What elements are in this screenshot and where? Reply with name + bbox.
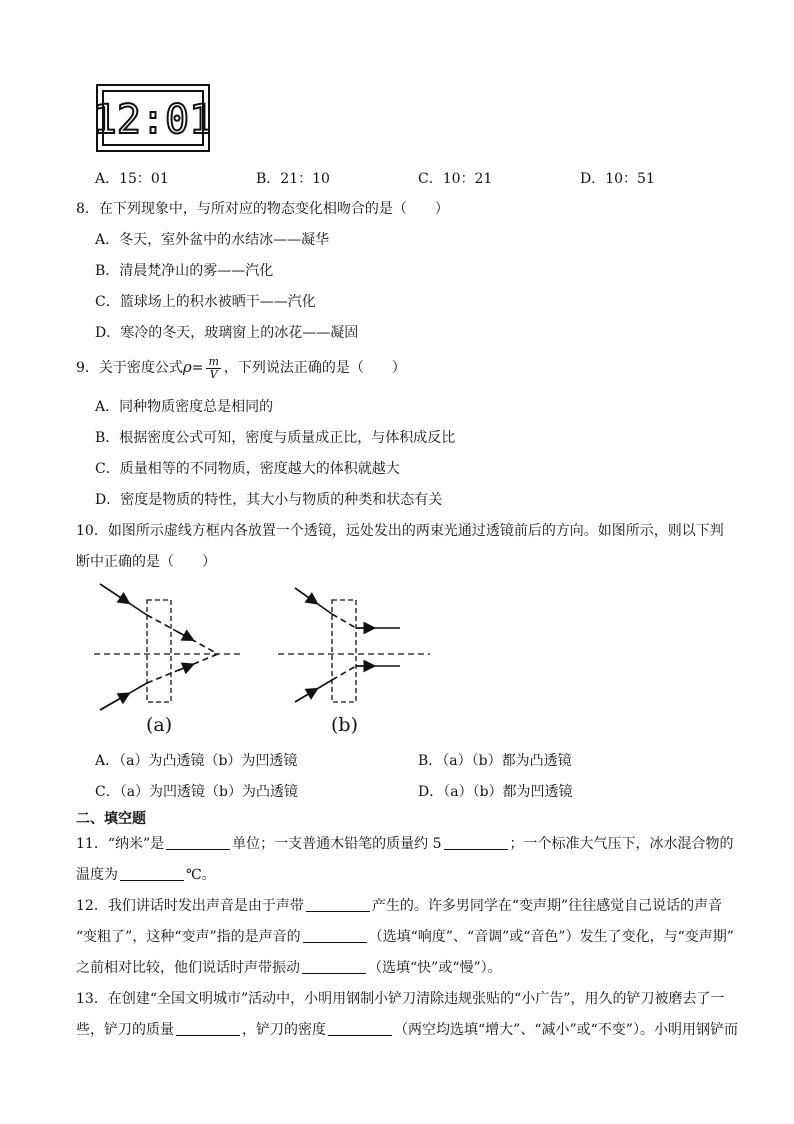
answer-blank[interactable]: [306, 910, 370, 912]
q11-text-5: ℃。: [186, 867, 216, 883]
q7-option-c: C．10：21: [418, 171, 493, 187]
q11-line2: [76, 864, 216, 884]
q9-option-c: C．质量相等的不同物质，密度越大的体积就越大: [95, 461, 400, 477]
q12-line3: [76, 957, 502, 977]
q9-stem-post: ，下列说法正确的是（ ）: [223, 360, 406, 376]
answer-blank[interactable]: [120, 879, 184, 881]
q11-text-3: ；一个标准大气压下，冰水混合物的: [509, 836, 734, 852]
q13-line2: [76, 1019, 738, 1039]
q8-option-c: C．篮球场上的积水被晒干——汽化: [95, 294, 316, 310]
rho-symbol: ρ: [182, 358, 192, 376]
answer-blank[interactable]: [176, 1034, 240, 1036]
q9-option-b: B．根据密度公式可知，密度与质量成正比，与体积成反比: [95, 430, 456, 446]
q10-stem-line1: 10．如图所示虚线方框内各放置一个透镜，远处发出的两束光通过透镜前后的方向。如图所示，则以下判: [76, 523, 724, 539]
q13-text-1: 些，铲刀的质量: [76, 1022, 174, 1038]
q8-option-a: A．冬天，室外盆中的水结冰——凝华: [95, 232, 330, 248]
digital-clock-figure: [96, 84, 210, 152]
q11-line1: [76, 833, 734, 853]
diagram-a-label: (a): [146, 714, 173, 736]
q8-option-b: B．清晨梵净山的雾——汽化: [95, 263, 274, 279]
section-title: 二、填空题: [76, 811, 146, 827]
q12-text-2: 产生的。许多男同学在“变声期”往往感觉自己说话的声音: [371, 898, 723, 914]
q11-text-1: 11．“纳米”是: [76, 836, 165, 852]
q13-text-2: ，铲刀的密度: [242, 1022, 326, 1038]
equals-sign: =: [191, 360, 204, 376]
clock-display: 12:01: [96, 97, 210, 143]
q10-stem-line2: 断中正确的是（ ）: [76, 554, 216, 570]
diagram-b-label: (b): [331, 714, 358, 736]
q12-line2: [76, 926, 734, 946]
q8-option-d: D．寒冷的冬天，玻璃窗上的冰花——凝固: [95, 325, 359, 341]
q12-line1: [76, 895, 722, 915]
q9-option-d: D．密度是物质的特性，其大小与物质的种类和状态有关: [95, 492, 443, 508]
q12-text-1: 12．我们讲话时发出声音是由于声带: [76, 898, 304, 914]
q8-stem: 8．在下列现象中，与所对应的物态变化相吻合的是（ ）: [76, 201, 449, 217]
q13-line1: 13．在创建“全国文明城市”活动中，小明用钢制小铲刀清除违规张贴的“小广告”，用久的铲刀被磨去了一: [76, 991, 725, 1007]
q12-text-3: “变粗了”，这种“变声”指的是声音的: [76, 929, 301, 945]
diagram-a: [94, 584, 244, 710]
q7-option-d: D．10：51: [580, 171, 655, 187]
q11-text-2: 单位；一支普通木铅笔的质量约 5: [232, 836, 442, 852]
q11-text-4: 温度为: [76, 867, 118, 883]
q9-option-a: A．同种物质密度总是相同的: [95, 399, 274, 415]
answer-blank[interactable]: [166, 848, 230, 850]
answer-blank[interactable]: [303, 941, 367, 943]
q12-text-5: 之前相对比较，他们说话时声带振动: [76, 960, 300, 976]
q10-option-b: B．（a）（b）都为凸透镜: [418, 753, 572, 769]
diagram-b: [278, 588, 430, 702]
answer-blank[interactable]: [302, 972, 366, 974]
density-fraction: [206, 356, 220, 381]
q10-option-d: D．（a）（b）都为凹透镜: [418, 784, 573, 800]
q12-text-6: （选填“快”或“慢”）。: [368, 960, 502, 976]
q13-text-3: （两空均选填“增大”、“减小”或“不变”）。小明用钢铲而: [394, 1022, 738, 1038]
q7-option-b: B．21：10: [256, 171, 330, 187]
q12-text-4: （选填“响度”、“音调”或“音色”）发生了变化，与“变声期”: [368, 929, 734, 945]
answer-blank[interactable]: [328, 1034, 392, 1036]
fraction-numerator: m: [208, 354, 219, 368]
q10-option-a: A．（a）为凸透镜（b）为凹透镜: [95, 753, 298, 769]
q7-option-a: A．15：01: [95, 171, 169, 187]
answer-blank[interactable]: [444, 848, 508, 850]
q10-option-c: C．（a）为凹透镜（b）为凸透镜: [95, 784, 299, 800]
fraction-denominator: V: [209, 367, 218, 381]
q9-stem-pre: 9．关于密度公式: [76, 360, 183, 376]
lens-diagram: [90, 580, 440, 740]
q9-stem: [76, 352, 406, 383]
